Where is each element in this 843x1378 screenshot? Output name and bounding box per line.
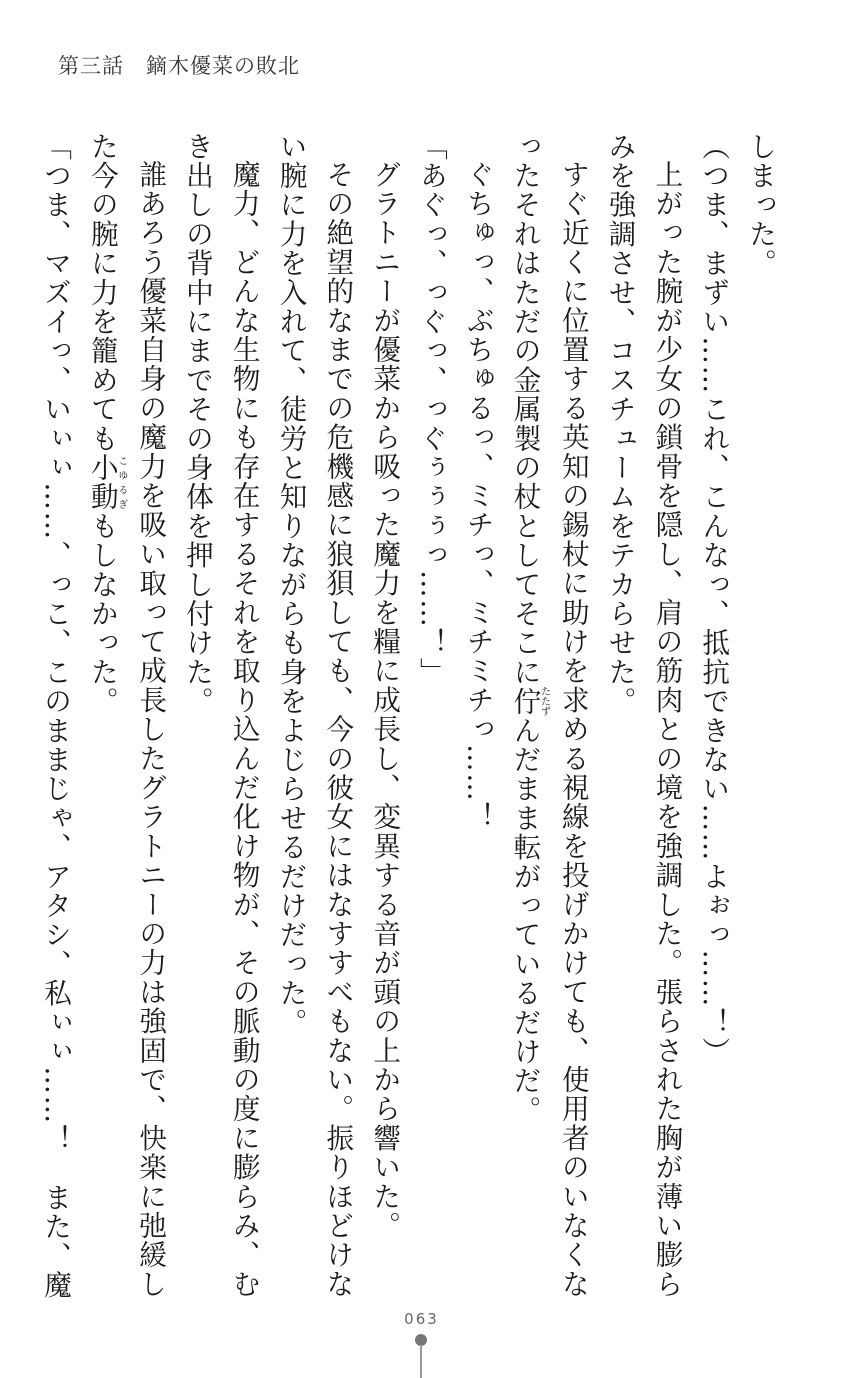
text-line: その絶望的なまでの危機感に狼狽しても、今の彼女にはなすすべもない。振りほどけな: [321, 159, 355, 1299]
text-line: グラトニーが優菜から吸った魔力を糧に成長し、変異する音が頭の上から響いた。: [368, 159, 402, 1240]
text-line: 誰あろう優菜自身の魔力を吸い取って成長したグラトニーの力は強固で、快楽に弛緩し: [134, 159, 168, 1299]
body-text: [39, 132, 783, 1300]
text-line: い腕に力を入れて、徒労と知りながらも身をよじらせるだけだった。: [274, 132, 308, 1038]
text-line: 「つま、マズイっ、いぃぃ……、っこ、このままじゃ、アタシ、私ぃぃ……！ また、魔: [39, 132, 73, 1300]
text-line: ぐちゅっ、ぶちゅるっ、ミチっ、ミチミチっ……！: [461, 159, 495, 832]
text-segment: んだまま転がっているだけだ。: [508, 716, 542, 1125]
text-segment: もしなかった。: [85, 511, 119, 717]
text-line: すぐ近くに位置する英知の錫杖に助けを求める視線を投げかけても、使用者のいなくな: [556, 159, 590, 1299]
text-line: 上がった腕が少女の鎖骨を隠し、肩の筋肉との境を強調した。張らされた胸が薄い膨ら: [650, 159, 684, 1299]
text-line: き出しの背中にまでその身体を押し付けた。: [180, 132, 214, 716]
ruby-koyurugi: 小動こゆるぎ: [85, 453, 127, 512]
page-number: 063: [404, 1310, 439, 1328]
chapter-number: 第三話: [58, 54, 124, 78]
folio-divider: [420, 1345, 422, 1378]
chapter-title: 鏑木優菜の敗北: [146, 54, 300, 78]
text-segment: た今の腕に力を籠めても: [85, 132, 119, 454]
text-line: みを強調させ、コスチュームをテカらせた。: [603, 132, 637, 716]
text-line: しまった。: [744, 132, 777, 278]
text-line: [501, 132, 549, 1272]
text-line: （つま、まずい……これ、こんなっ、抵抗できない……よぉっ……！）: [697, 132, 731, 1067]
text-segment: ったそれはただの金属製の杖としてそこに: [508, 132, 542, 687]
ruby-tatazu: 佇たたず: [508, 686, 550, 717]
text-line: 魔力、どんな生物にも存在するそれを取り込んだ化け物が、その脈動の度に膨らみ、む: [227, 159, 261, 1299]
running-head: [58, 50, 300, 80]
ruby-reading: たたず: [538, 686, 550, 717]
text-line: [78, 132, 126, 1272]
text-line: 「あぐっ、っぐっ、っぐぅぅぅっ……！」: [414, 132, 448, 687]
ruby-reading: こゆるぎ: [115, 453, 127, 512]
